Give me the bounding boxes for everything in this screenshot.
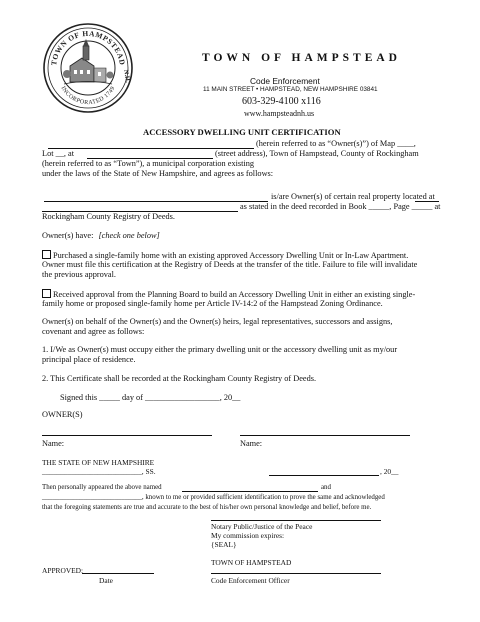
behalf-line2: covenant and agree as follows: bbox=[42, 327, 145, 336]
meetinghouse-drawing bbox=[63, 39, 114, 84]
seal-ring-top-text: TOWN OF HAMPSTEAD bbox=[49, 28, 127, 67]
notary-line2: _____________________________, known to me or provided sufficient identification to prove the same and acknowledged bbox=[42, 494, 385, 501]
town-name-heading: TOWN OF HAMPSTEAD bbox=[202, 52, 401, 64]
owners-have-line bbox=[42, 231, 160, 241]
option2-text-1: Received approval from the Planning Board to build an Accessory Dwelling Unit in either an existing single- bbox=[53, 290, 416, 299]
para1-line2-end: (street address), Town of Hampstead, County of Rockingham bbox=[215, 149, 419, 158]
para2-line3: Rockingham County Registry of Deeds. bbox=[42, 212, 175, 221]
signed-line: Signed this _____ day of __________________, 20__ bbox=[60, 393, 241, 402]
option2-line2: family home or proposed single-family home per Article IV-14:2 of the Hampstead Zoning Ordinance. bbox=[42, 299, 383, 308]
option1-checkbox[interactable] bbox=[42, 250, 51, 259]
owners-have-label: Owner(s) have: bbox=[42, 231, 94, 240]
owner-name-field-2[interactable] bbox=[44, 201, 268, 202]
item2-line1: 2. This Certificate shall be recorded at the Rockingham County Registry of Deeds. bbox=[42, 374, 317, 383]
option1-line3: the previous approval. bbox=[42, 270, 116, 279]
approval-date-line[interactable] bbox=[82, 573, 154, 574]
para2-line2-end: as stated in the deed recorded in Book _____, Page _____ at bbox=[240, 202, 441, 211]
notary-line1-end: and bbox=[321, 484, 331, 491]
option1-line2: Owner must file this certification at the Registry of Deeds at the transfer of the title. Failure to file will invalidate bbox=[42, 260, 418, 269]
state-title: THE STATE OF NEW HAMPSHIRE bbox=[42, 458, 155, 467]
item1-line2: principal place of residence. bbox=[42, 355, 136, 364]
approval-date-label: Date bbox=[99, 576, 113, 585]
acknowledgment-date-field[interactable] bbox=[269, 475, 379, 476]
town-phone: 603-329-4100 x116 bbox=[242, 96, 321, 107]
seal-ring-right-text: N.H. bbox=[122, 69, 132, 84]
option2-checkbox[interactable] bbox=[42, 289, 51, 298]
owner-name-label-left: Name: bbox=[42, 439, 65, 448]
notary-signature-line[interactable] bbox=[211, 520, 381, 521]
town-seal bbox=[42, 22, 134, 114]
notary-line1-start: Then personally appeared the above named bbox=[42, 484, 162, 491]
notary-commission: My commission expires: bbox=[211, 531, 285, 540]
owner-name-label-right: Name: bbox=[240, 439, 263, 448]
notary-title: Notary Public/Justice of the Peace bbox=[211, 522, 313, 531]
behalf-line1: Owner(s) on behalf of the Owner(s) and the Owner(s) heirs, legal representatives, successors and assigns, bbox=[42, 317, 393, 326]
code-enforcement-officer-label: Code Enforcement Officer bbox=[211, 576, 290, 585]
seal-ring-bottom-text: INCORPORATED 1749 bbox=[59, 85, 117, 107]
state-date-suffix: , 20__ bbox=[380, 467, 399, 476]
para1-line1-text: (herein referred to as “Owner(s)”) of Map ____, bbox=[256, 139, 416, 148]
town-of-hampstead-approval: TOWN OF HAMPSTEAD bbox=[211, 558, 292, 567]
state-ss-line: ___________________________, SS. bbox=[42, 467, 156, 476]
approved-label: APPROVED: bbox=[42, 566, 84, 575]
para1-line3: (herein referred to as “Town”), a municipal corporation existing bbox=[42, 159, 255, 168]
notary-line3: that the foregoing statements are true and accurate to the best of his/her own personal knowledge and belief, before me. bbox=[42, 504, 372, 511]
owner-signature-line-left[interactable] bbox=[42, 435, 212, 436]
owner-signature-line-right[interactable] bbox=[240, 435, 410, 436]
notary-seal-placeholder: {SEAL} bbox=[211, 540, 237, 549]
para1-line4: under the laws of the State of New Hampshire, and agrees as follows: bbox=[42, 169, 274, 178]
para1-line2-start: Lot __, at bbox=[42, 149, 75, 158]
officer-signature-line[interactable] bbox=[211, 573, 381, 574]
form-title: ACCESSORY DWELLING UNIT CERTIFICATION bbox=[143, 127, 341, 137]
appeared-name-field[interactable] bbox=[182, 491, 318, 492]
owners-have-hint: [check one below] bbox=[98, 231, 160, 240]
town-website: www.hampsteadnh.us bbox=[244, 109, 315, 118]
item1-line1: 1. I/We as Owner(s) must occupy either the primary dwelling unit or the accessory dwelling unit as my/our bbox=[42, 345, 398, 354]
option1-text-1: Purchased a single-family home with an existing approved Accessory Dwelling Unit or In-Law Apartment. bbox=[53, 251, 409, 260]
owners-heading: OWNER(S) bbox=[42, 410, 83, 419]
town-address: 11 MAIN STREET • HAMPSTEAD, NEW HAMPSHIRE 03841 bbox=[203, 86, 378, 93]
para2-line1-mid: is/are Owner(s) of certain real property located at bbox=[271, 192, 435, 201]
department-name: Code Enforcement bbox=[250, 76, 320, 86]
